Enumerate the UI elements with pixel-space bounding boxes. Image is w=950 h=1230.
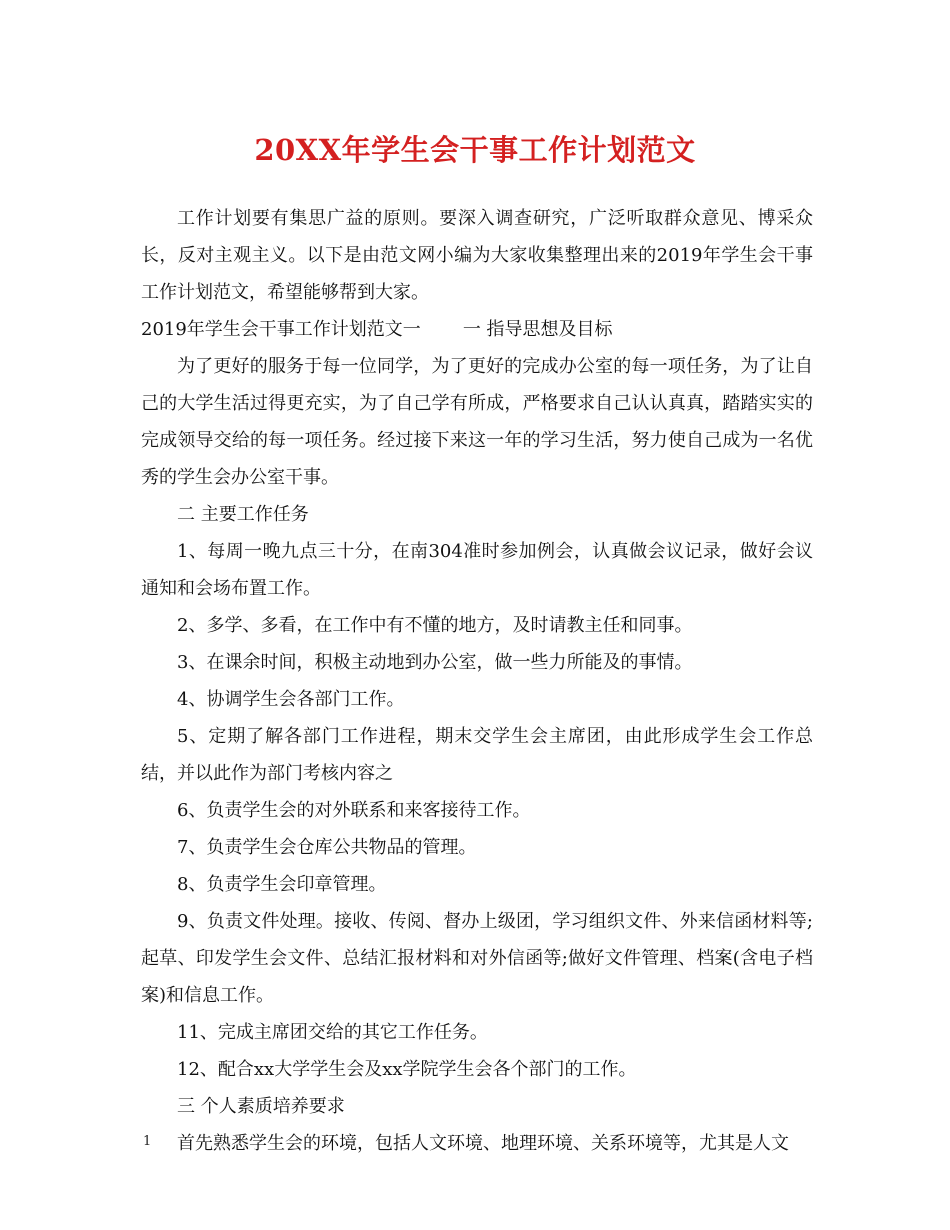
task-item-3: 3、在课余时间，积极主动地到办公室，做一些力所能及的事情。 bbox=[177, 652, 693, 673]
task-item-4: 4、协调学生会各部门工作。 bbox=[177, 689, 405, 710]
task-item-2: 2、多学、多看，在工作中有不懂的地方，及时请教主任和同事。 bbox=[177, 615, 693, 636]
section-heading-line bbox=[141, 311, 813, 348]
section-heading-personal: 三 个人素质培养要求 bbox=[177, 1096, 345, 1117]
task-item-9: 9、负责文件处理。接收、传阅、督办上级团，学习组织文件、外来信函材料等;起草、印发学生会文件、总结汇报材料和对外信函等;做好文件管理、档案(含电子档案)和信息工作。 bbox=[141, 911, 813, 1006]
subheading-left: 2019年学生会干事工作计划范文一 bbox=[141, 319, 421, 340]
task-item-12: 12、配合xx大学学生会及xx学院学生会各个部门的工作。 bbox=[177, 1059, 637, 1080]
task-item-8: 8、负责学生会印章管理。 bbox=[177, 874, 387, 895]
document-title: 20XX年学生会干事工作计划范文 bbox=[254, 133, 696, 167]
document-body bbox=[141, 200, 813, 1162]
task-item-1: 1、每周一晚九点三十分，在南304准时参加例会，认真做会议记录，做好会议通知和会场布置工作。 bbox=[141, 541, 813, 599]
section-heading-tasks: 二 主要工作任务 bbox=[177, 504, 309, 525]
task-item-6: 6、负责学生会的对外联系和来客接待工作。 bbox=[177, 800, 531, 821]
subheading-right: 一 指导思想及目标 bbox=[462, 319, 613, 340]
intro-paragraph: 工作计划要有集思广益的原则。要深入调查研究，广泛听取群众意见、博采众长，反对主观主义。以下是由范文网小编为大家收集整理出来的2019年学生会干事工作计划范文，希望能够帮到大家。 bbox=[141, 208, 813, 303]
task-item-5: 5、定期了解各部门工作进程，期末交学生会主席团，由此形成学生会工作总结，并以此作为部门考核内容之 bbox=[141, 726, 813, 784]
goal-paragraph: 为了更好的服务于每一位同学，为了更好的完成办公室的每一项任务，为了让自己的大学生活过得更充实，为了自己学有所成，严格要求自己认认真真，踏踏实实的完成领导交给的每一项任务。经过接下来这一年的学习生活，努力使自己成为一名优秀的学生会办公室干事。 bbox=[141, 356, 813, 488]
page-number: 1 bbox=[143, 1134, 152, 1149]
task-item-11: 11、完成主席团交给的其它工作任务。 bbox=[177, 1022, 488, 1043]
task-item-7: 7、负责学生会仓库公共物品的管理。 bbox=[177, 837, 477, 858]
personal-paragraph: 首先熟悉学生会的环境，包括人文环境、地理环境、关系环境等，尤其是人文 bbox=[177, 1133, 789, 1154]
